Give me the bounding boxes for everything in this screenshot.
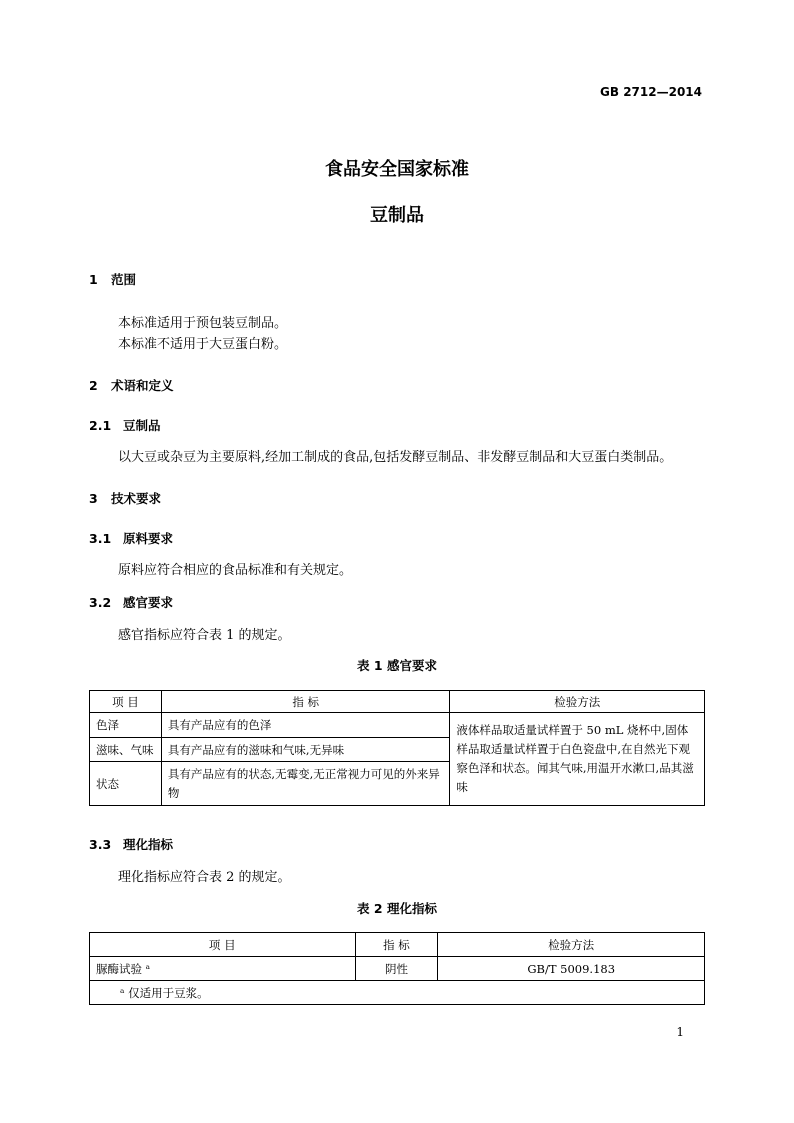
paragraph: 本标准不适用于大豆蛋白粉。 [118,337,288,352]
section-3-1-heading [89,529,173,547]
section-3-2-heading [89,593,173,611]
section-title: 理化指标 [123,837,174,852]
cell-item: 脲酶试验 ᵃ [90,957,356,981]
table-row [90,713,705,738]
section-number: 1 [89,272,98,287]
cell-spec: 具有产品应有的状态,无霉变,无正常视力可见的外来异物 [161,762,449,806]
cell-item: 状态 [90,762,162,806]
table-1-sensory [89,690,705,806]
document-title: 食品安全国家标准 [325,159,469,180]
section-number: 3.3 [89,837,112,852]
paragraph: 感官指标应符合表 1 的规定。 [118,628,291,643]
section-title: 术语和定义 [111,378,174,393]
header-item: 项 目 [90,933,356,957]
section-3-heading [89,489,161,507]
cell-spec: 具有产品应有的滋味和气味,无异味 [161,738,449,762]
paragraph: 以大豆或杂豆为主要原料,经加工制成的食品,包括发酵豆制品、非发酵豆制品和大豆蛋白类制品。 [118,450,673,465]
section-title: 技术要求 [111,491,162,506]
header-item: 项 目 [90,691,162,713]
section-title: 感官要求 [123,595,174,610]
section-title: 范围 [111,272,137,287]
section-number: 3.2 [89,595,112,610]
section-number: 3 [89,491,98,506]
section-title: 原料要求 [123,531,174,546]
document-subtitle: 豆制品 [370,205,424,226]
table-1-caption: 表 1 感官要求 [357,658,437,673]
section-title: 豆制品 [123,418,161,433]
table-footnote: ᵃ 仅适用于豆浆。 [90,981,705,1005]
table-header-row [90,933,705,957]
header-method: 检验方法 [450,691,705,713]
table-2-physicochemical [89,932,705,1005]
table-row [90,957,705,981]
standard-code: GB 2712—2014 [600,85,702,99]
page-number: 1 [676,1025,684,1039]
table-2-caption: 表 2 理化指标 [357,901,437,916]
section-3-3-heading [89,835,173,853]
header-spec: 指 标 [355,933,438,957]
section-number: 2 [89,378,98,393]
section-number: 2.1 [89,418,112,433]
table-header-row [90,691,705,713]
section-number: 3.1 [89,531,112,546]
cell-spec: 具有产品应有的色泽 [161,713,449,738]
section-1-heading [89,270,136,288]
paragraph: 原料应符合相应的食品标准和有关规定。 [118,563,353,578]
table-footnote-row [90,981,705,1005]
cell-item: 滋味、气味 [90,738,162,762]
section-2-heading [89,376,174,394]
cell-method: 液体样品取适量试样置于 50 mL 烧杯中,固体样品取适量试样置于白色瓷盘中,在自然光下观察色泽和状态。闻其气味,用温开水漱口,品其滋味 [450,713,705,806]
paragraph: 本标准适用于预包装豆制品。 [118,316,288,331]
cell-spec: 阴性 [355,957,438,981]
section-2-1-heading [89,416,161,434]
paragraph: 理化指标应符合表 2 的规定。 [118,870,291,885]
cell-item: 色泽 [90,713,162,738]
header-spec: 指 标 [161,691,449,713]
cell-method: GB/T 5009.183 [438,957,705,981]
header-method: 检验方法 [438,933,705,957]
